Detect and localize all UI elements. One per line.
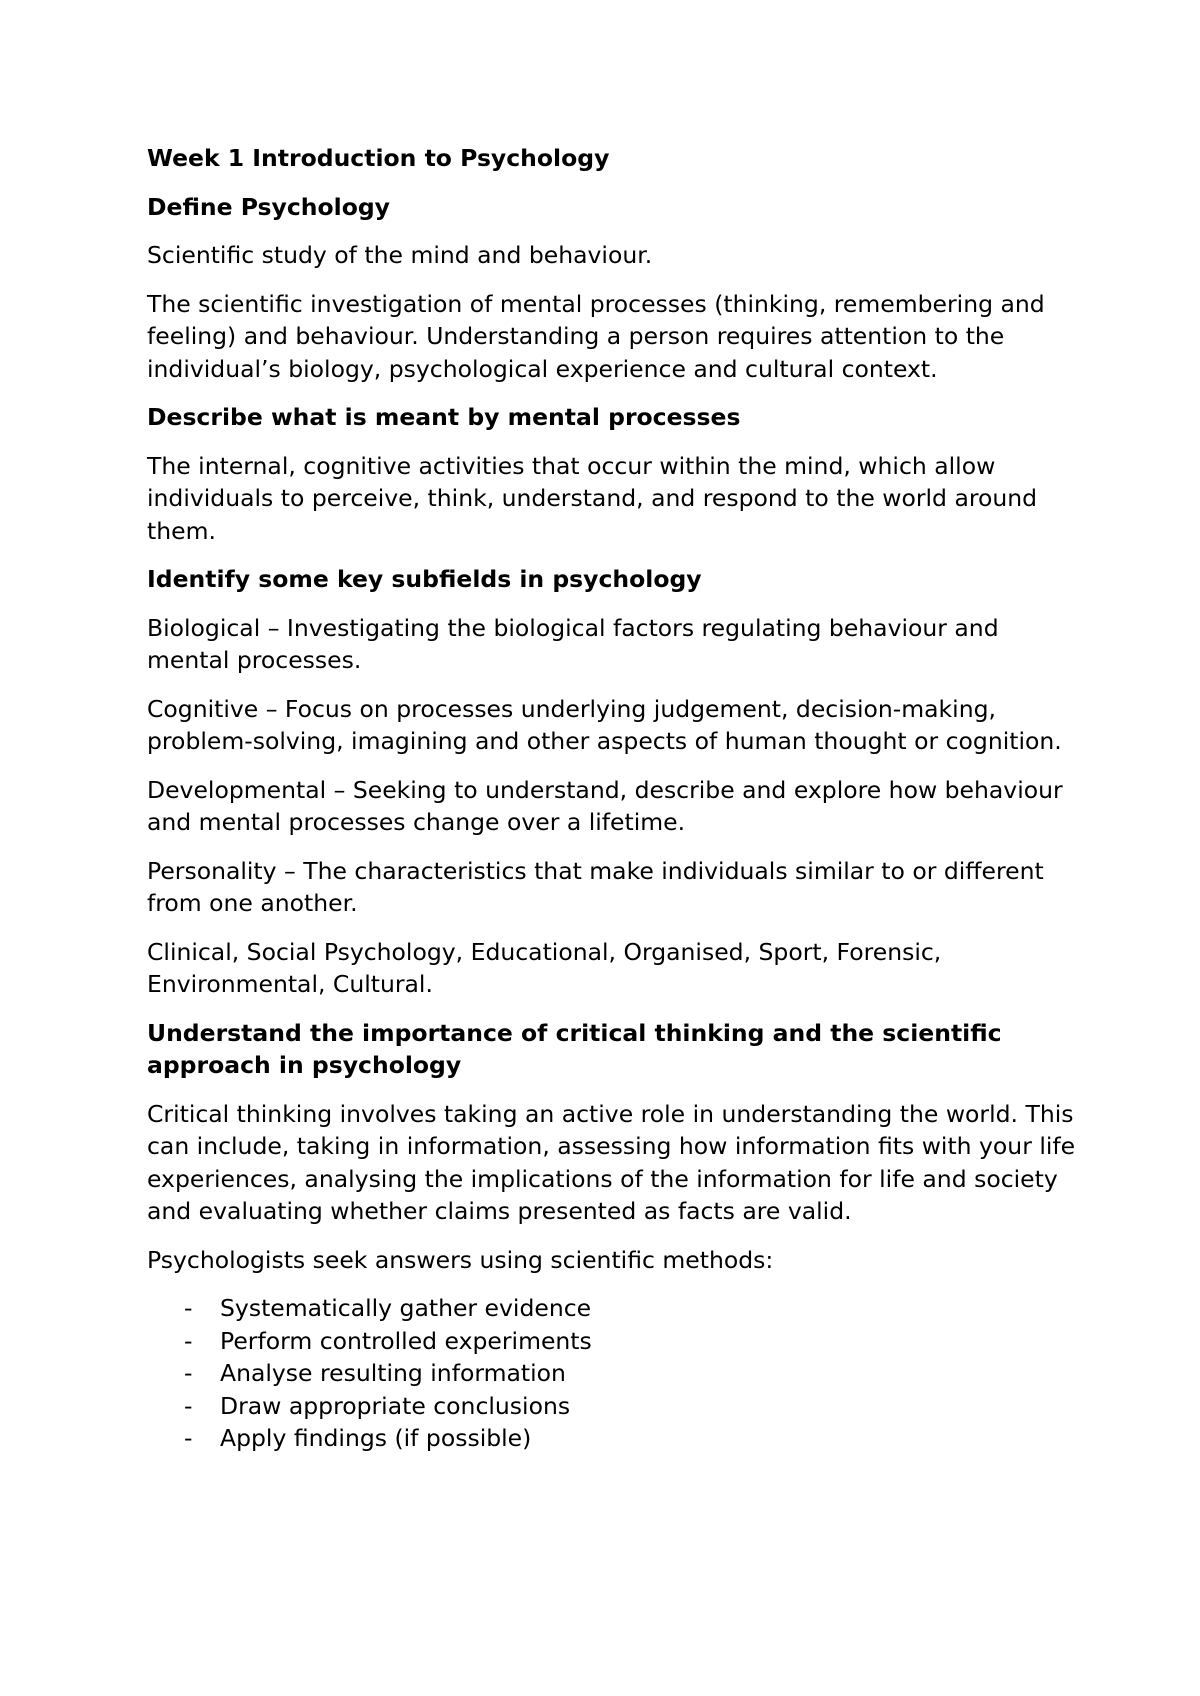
list-item <box>184 1357 1087 1390</box>
list-bullet: - <box>184 1326 193 1355</box>
paragraph: Scientific study of the mind and behaviour. <box>147 241 653 269</box>
section-critical-thinking <box>147 1017 1087 1455</box>
list-bullet: - <box>184 1359 193 1387</box>
section-mental-processes <box>147 401 1087 547</box>
list-item <box>184 1292 1087 1325</box>
section-heading: Describe what is meant by mental processes <box>147 403 741 431</box>
list-bullet: - <box>184 1294 193 1322</box>
list-bullet: - <box>184 1424 193 1452</box>
list-item-text: Apply findings (if possible) <box>220 1424 532 1452</box>
document-title: Week 1 Introduction to Psychology <box>147 144 610 172</box>
paragraph: The scientific investigation of mental processes (thinking, remembering and feeling) and behaviour. Understanding a person requires attention to the individual’s biology, psychological experience and cultural context. <box>147 289 1045 383</box>
paragraph: Clinical, Social Psychology, Educational, Organised, Sport, Forensic, Environmental, Cultural. <box>147 937 942 998</box>
section-define-psychology <box>147 191 1087 386</box>
section-subfields <box>147 563 1087 1001</box>
section-heading: Define Psychology <box>147 192 390 221</box>
list-item-text: Perform controlled experiments <box>220 1326 592 1355</box>
paragraph: Cognitive – Focus on processes underlying judgement, decision-making, problem-solving, imagining and other aspects of human thought or cognition. <box>147 694 1062 755</box>
list-item-text: Analyse resulting information <box>220 1359 566 1387</box>
paragraph: Personality – The characteristics that make individuals similar to or different from one another. <box>147 856 1044 917</box>
list-bullet: - <box>184 1391 193 1420</box>
paragraph: Developmental – Seeking to understand, describe and explore how behaviour and mental processes change over a lifetime. <box>147 775 1063 836</box>
list-item <box>184 1422 1087 1455</box>
paragraph: Critical thinking involves taking an active role in understanding the world. This can include, taking in information, assessing how information fits with your life experiences, analysing the implications of the information for life and society and evaluating whether claims presented as facts are valid. <box>147 1099 1076 1225</box>
document-body <box>147 142 1087 1455</box>
section-heading: Understand the importance of critical thinking and the scientific approach in psychology <box>147 1018 1002 1079</box>
paragraph: The internal, cognitive activities that occur within the mind, which allow individuals to perceive, think, understand, and respond to the world around them. <box>147 451 1038 545</box>
scientific-methods-list <box>147 1292 1087 1455</box>
list-item <box>184 1390 1087 1423</box>
section-heading: Identify some key subfields in psychology <box>147 565 702 593</box>
paragraph: Psychologists seek answers using scientific methods: <box>147 1245 774 1274</box>
list-item-text: Systematically gather evidence <box>220 1294 592 1322</box>
list-item <box>184 1325 1087 1358</box>
list-item-text: Draw appropriate conclusions <box>220 1391 571 1420</box>
paragraph: Biological – Investigating the biological factors regulating behaviour and mental processes. <box>147 613 999 674</box>
